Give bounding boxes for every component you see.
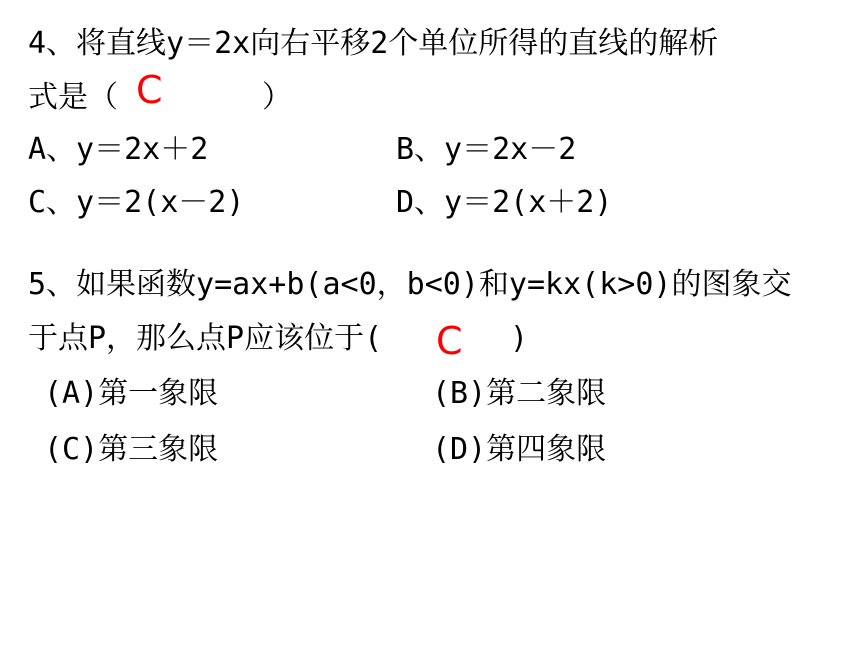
q5-stem-line2-prefix: 于点P，那么点P应该位于( (28, 321, 383, 356)
q5-stem-line1: 5、如果函数y=ax+b(a<0，b<0)和y=kx(k>0)的图象交 (28, 267, 792, 302)
q4-option-d: D、y＝2(x＋2) (396, 185, 613, 220)
q4-option-a: A、y＝2x＋2 (28, 132, 209, 167)
q5-option-b: (B)第二象限 (432, 376, 607, 411)
q4-option-b: B、y＝2x－2 (396, 132, 577, 167)
q4-stem-line2-suffix: ） (262, 80, 292, 115)
q5-answer: C (436, 319, 463, 363)
q4-stem-line2-prefix: 式是（ (28, 80, 118, 115)
q5-option-a: (A)第一象限 (44, 376, 219, 411)
q5-option-d: (D)第四象限 (432, 432, 607, 467)
q5-stem-line2-suffix: ) (510, 321, 529, 356)
q4-option-c: C、y＝2(x－2) (28, 185, 245, 220)
q5-option-c: (C)第三象限 (44, 432, 219, 467)
q4-stem-line1: 4、将直线y＝2x向右平移2个单位所得的直线的解析 (28, 26, 719, 61)
q4-answer: C (136, 68, 163, 112)
